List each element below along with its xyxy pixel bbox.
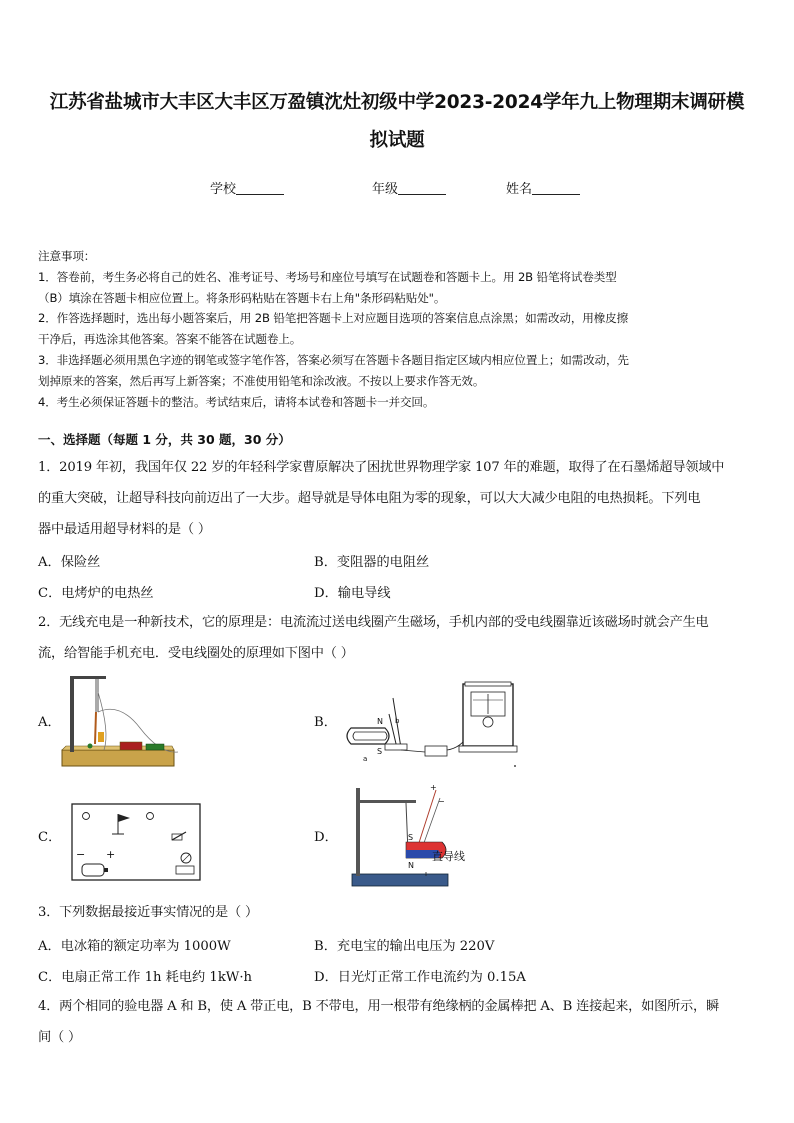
q2-option-a[interactable]: A． bbox=[38, 715, 61, 730]
grade-field[interactable] bbox=[372, 178, 446, 197]
notes-line: 2．作答选择题时，选出每小题答案后，用 2B 铅笔把答题卡上对应题目选项的答案信息点涂黑；如需改动，用橡皮擦 bbox=[38, 311, 629, 326]
question-2-line: 流，给智能手机充电．受电线圈处的原理如下图中（ ） bbox=[38, 646, 354, 661]
notes-line: 1．答卷前，考生务必将自己的姓名、准考证号、考场号和座位号填写在试题卷和答题卡上。用 2B 铅笔将试卷类型 bbox=[38, 269, 617, 284]
question-3: 3．下列数据最接近事实情况的是（ ） bbox=[38, 905, 258, 920]
q2-option-c[interactable]: C． bbox=[38, 830, 62, 845]
q3-option-c[interactable]: C．电扇正常工作 1h 耗电约 1kW·h bbox=[38, 970, 253, 985]
notes-heading: 注意事项： bbox=[38, 249, 96, 263]
q2-option-b[interactable]: B． bbox=[314, 715, 337, 730]
figure-d-caption: 直导线 bbox=[432, 850, 465, 863]
figure-c-plus: + bbox=[106, 848, 116, 861]
figure-b-s-label: S bbox=[377, 747, 383, 756]
notes-line: 4．考生必须保证答题卡的整洁。考试结束后，请将本试卷和答题卡一并交回。 bbox=[38, 394, 435, 409]
q3-option-b[interactable]: B．充电宝的输出电压为 220V bbox=[314, 939, 495, 954]
figure-a-stand-experiment bbox=[60, 672, 178, 772]
q1-option-b[interactable]: B．变阻器的电阻丝 bbox=[314, 555, 430, 570]
q1-option-c[interactable]: C．电烤炉的电热丝 bbox=[38, 586, 154, 601]
figure-b-n-label: N bbox=[377, 717, 383, 726]
q3-option-d[interactable]: D．日光灯正常工作电流约为 0.15A bbox=[314, 970, 526, 985]
figure-b-galvanometer-experiment bbox=[341, 678, 521, 770]
question-1 bbox=[38, 452, 756, 545]
school-label: 学校 bbox=[210, 182, 237, 197]
figure-c-circuit-diagram bbox=[68, 800, 204, 884]
question-1-line: 器中最适用超导材料的是（ ） bbox=[38, 522, 211, 537]
grade-label: 年级 bbox=[372, 182, 399, 197]
question-2 bbox=[38, 607, 756, 669]
figure-d-minus: − bbox=[438, 797, 445, 806]
notes-line: （B）填涂在答题卡相应位置上。将条形码粘贴在答题卡右上角"条形码粘贴处"。 bbox=[38, 290, 446, 305]
question-2-line: 2．无线充电是一种新技术，它的原理是：电流流过送电线圈产生磁场，手机内部的受电线圈靠近该磁场时就会产生电 bbox=[38, 615, 709, 630]
figure-b-b-label: b bbox=[395, 717, 400, 725]
q2-option-d[interactable]: D． bbox=[314, 830, 338, 845]
figure-c-minus: − bbox=[76, 848, 86, 861]
exam-title-line-1: 江苏省盐城市大丰区大丰区万盈镇沈灶初级中学2023-2024学年九上物理期末调研模 bbox=[49, 92, 745, 113]
grade-blank[interactable] bbox=[398, 180, 446, 195]
figure-d-plus: + bbox=[430, 783, 437, 792]
name-blank[interactable] bbox=[532, 180, 580, 195]
figure-b-a-label: a bbox=[363, 755, 368, 763]
question-4-line: 4．两个相同的验电器 A 和 B，使 A 带正电，B 不带电，用一根带有绝缘柄的金属棒把 A、B 连接起来，如图所示，瞬 bbox=[38, 999, 720, 1014]
figure-d-n-label: N bbox=[408, 861, 414, 870]
question-1-line: 的重大突破，让超导科技向前迈出了一大步。超导就是导体电阻为零的现象，可以大大减少电阻的电热损耗。下列电 bbox=[38, 491, 701, 506]
figure-d-straight-wire-experiment bbox=[346, 780, 506, 888]
q1-option-a[interactable]: A．保险丝 bbox=[38, 555, 101, 570]
question-4 bbox=[38, 991, 756, 1053]
question-4-line: 间（ ） bbox=[38, 1030, 81, 1045]
q3-option-a[interactable]: A．电冰箱的额定功率为 1000W bbox=[38, 939, 231, 954]
name-field[interactable] bbox=[506, 178, 580, 197]
student-info bbox=[38, 178, 756, 200]
exam-title bbox=[38, 84, 756, 160]
section-heading: 一、选择题（每题 1 分，共 30 题，30 分） bbox=[38, 432, 291, 447]
figure-d-s-label: S bbox=[408, 833, 414, 842]
exam-title-line-2: 拟试题 bbox=[369, 130, 425, 151]
question-1-line: 1．2019 年初，我国年仅 22 岁的年轻科学家曹原解决了困扰世界物理学家 107 年的难题，取得了在石墨烯超导领域中 bbox=[38, 460, 725, 475]
school-blank[interactable] bbox=[236, 180, 284, 195]
notes-line: 划掉原来的答案，然后再写上新答案；不准使用铅笔和涂改液。不按以上要求作答无效。 bbox=[38, 373, 485, 388]
exam-notes bbox=[38, 246, 756, 412]
notes-line: 3．非选择题必须用黑色字迹的钢笔或签字笔作答，答案必须写在答题卡各题目指定区域内相应位置上；如需改动，先 bbox=[38, 352, 629, 367]
school-field[interactable] bbox=[210, 178, 284, 197]
q1-option-d[interactable]: D．输电导线 bbox=[314, 586, 391, 601]
name-label: 姓名 bbox=[506, 182, 533, 197]
notes-line: 干净后，再选涂其他答案。答案不能答在试题卷上。 bbox=[38, 332, 302, 347]
